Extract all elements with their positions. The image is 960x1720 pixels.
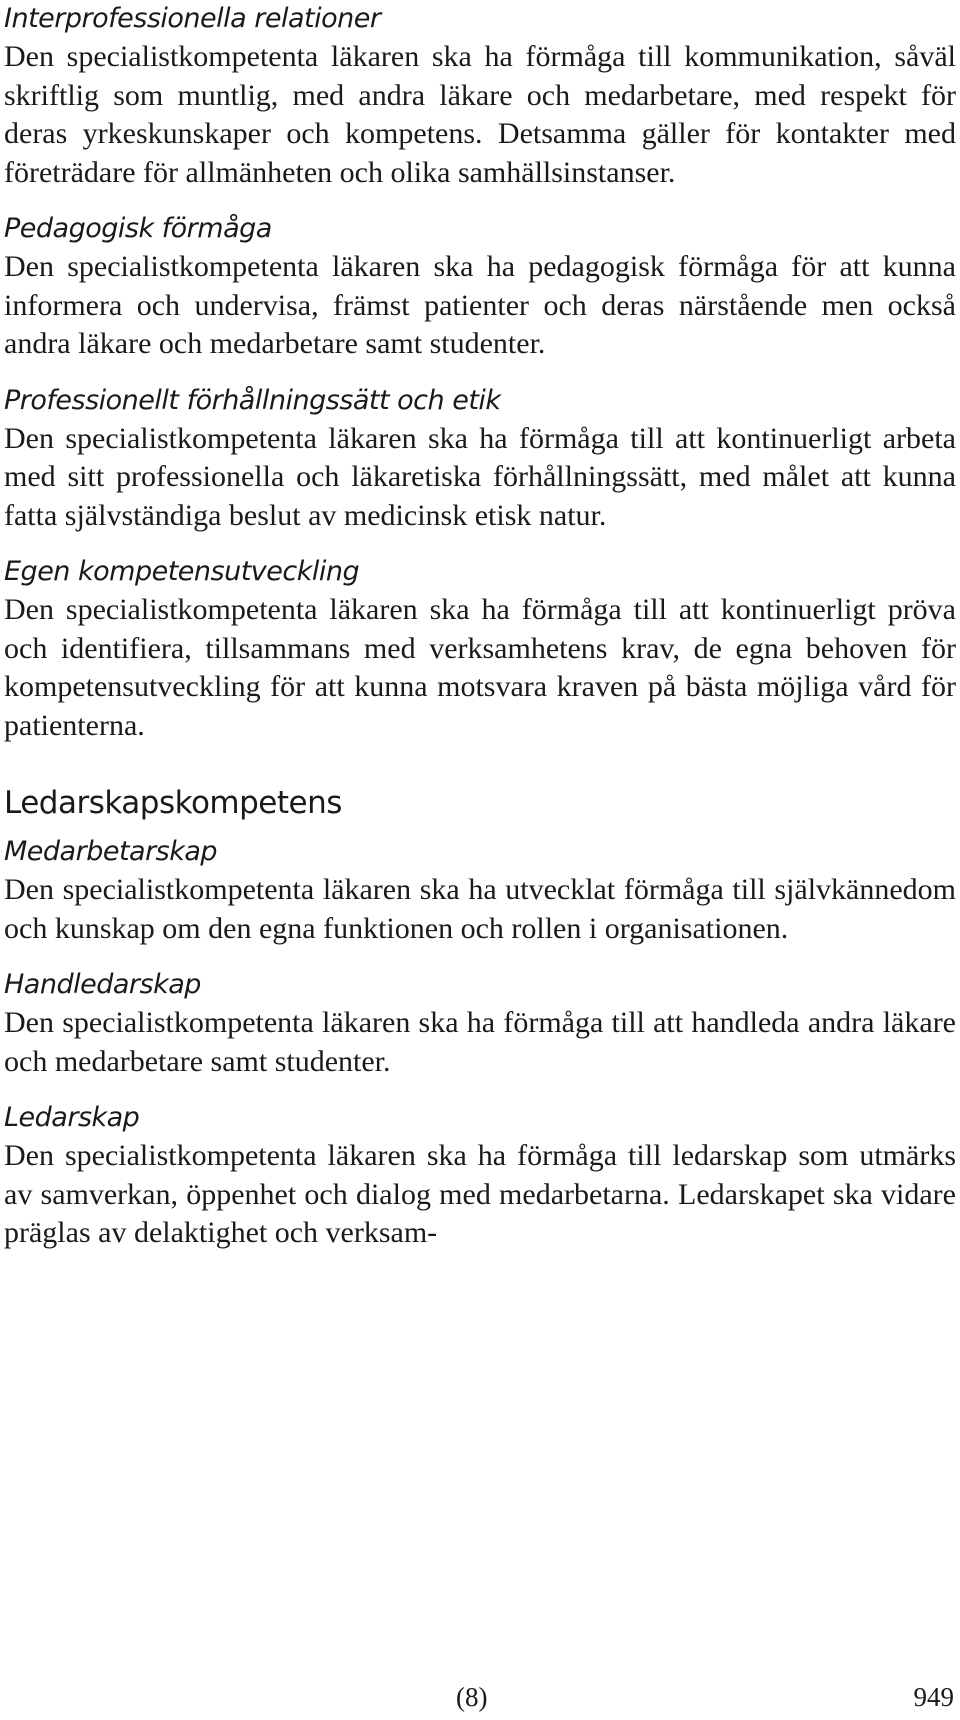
subsection-ledarskap [4,1099,956,1253]
section-number: (8) [456,1682,488,1712]
section-pedagogisk-formaga [4,210,956,364]
paragraph: Den specialistkompetenta läkaren ska ha förmåga till att kontinuerligt arbeta med sitt professionella och läkaretiska förhållningssätt, med målet att kunna fatta självständiga beslut av medicinsk etisk natur. [4,421,956,532]
subheading: Professionellt förhållningssätt och etik [4,384,501,416]
section-title: Ledarskapskompetens [4,785,342,821]
subsection-medarbetarskap [4,833,956,948]
subheading: Egen kompetensutveckling [4,556,360,587]
paragraph: Den specialistkompetenta läkaren ska ha förmåga till kommunikation, såväl skriftlig som muntlig, med andra läkare och medarbetare, med respekt för deras yrkeskunskaper och kompetens. Detsamma gäller för kontakter med företrädare för allmänheten och olika samhällsinstanser. [4,40,956,189]
section-egen-kompetensutveckling [4,553,956,745]
subheading: Pedagogisk förmåga [4,213,272,244]
subheading: Medarbetarskap [4,836,218,867]
subheading: Interprofessionella relationer [4,3,381,34]
section-professionellt-forhallningssatt [4,382,956,536]
subsection-handledarskap [4,966,956,1081]
paragraph: Den specialistkompetenta läkaren ska ha förmåga till att handleda andra läkare och medarbetare samt studenter. [4,1006,956,1078]
page-number: 949 [913,1682,954,1712]
paragraph: Den specialistkompetenta läkaren ska ha pedagogisk förmåga för att kunna informera och undervisa, främst patienter och deras närstående men också andra läkare och medarbetare samt studenter. [4,250,956,360]
paragraph: Den specialistkompetenta läkaren ska ha utvecklat förmåga till självkännedom och kunskap om den egna funktionen och rollen i organisationen. [4,873,956,945]
document-page [4,0,956,1271]
page-footer [0,1682,960,1716]
paragraph: Den specialistkompetenta läkaren ska ha förmåga till att kontinuerligt pröva och identifiera, tillsammans med verksamhetens krav, de egna behoven för kompetensutveckling för att kunna motsvara kraven på bästa möjliga vård för patienterna. [4,593,956,742]
subheading: Handledarskap [4,969,201,1000]
paragraph: Den specialistkompetenta läkaren ska ha förmåga till ledarskap som utmärks av samverkan, öppenhet och dialog med medarbetarna. Ledarskapet ska vidare präglas av delaktighet och verksam- [4,1139,956,1249]
section-interprofessionella-relationer [4,0,956,192]
subheading: Ledarskap [4,1102,140,1133]
